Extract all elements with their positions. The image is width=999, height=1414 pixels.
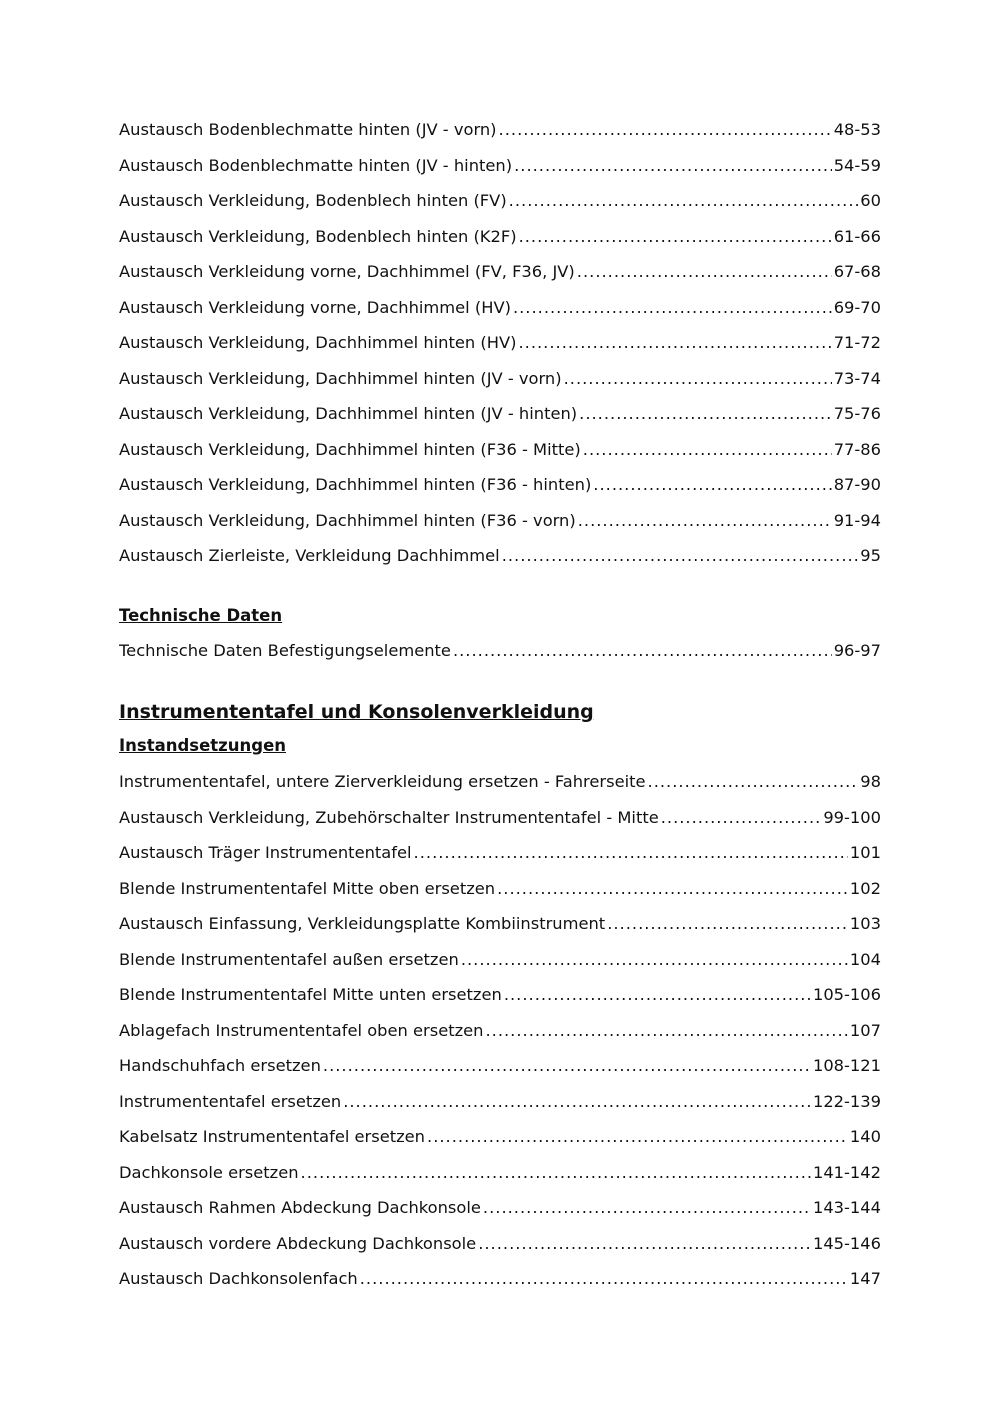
toc-entry-page: 96-97 [833, 640, 881, 660]
toc-entry-page: 77-86 [833, 439, 881, 459]
toc-entry-page: 105-106 [812, 985, 881, 1004]
toc-leader-dots [578, 503, 832, 539]
toc-entry-title: Austausch Träger Instrumententafel [119, 843, 412, 862]
toc-entry[interactable] [119, 1226, 881, 1262]
toc-leader-dots [485, 1013, 847, 1049]
toc-entry-title: Instrumententafel, untere Zierverkleidung ersetzen - Fahrerseite [119, 772, 646, 791]
toc-entry-title: Blende Instrumententafel Mitte unten ersetzen [119, 985, 502, 1004]
toc-entry-title: Austausch Verkleidung, Dachhimmel hinten (JV - hinten) [119, 404, 578, 423]
toc-entry[interactable] [119, 800, 881, 836]
toc-entry[interactable] [119, 1119, 881, 1155]
toc-leader-dots [343, 1084, 811, 1120]
toc-entry-page: 60 [860, 191, 881, 210]
toc-entry-title: Austausch Zierleiste, Verkleidung Dachhimmel [119, 546, 500, 565]
toc-entry-page: 95 [860, 546, 881, 565]
toc-entry-title: Blende Instrumententafel außen ersetzen [119, 949, 459, 969]
toc-entry[interactable] [119, 1084, 881, 1120]
toc-entry-title: Ablagefach Instrumententafel oben ersetzen [119, 1020, 484, 1040]
toc-entry-page: 99-100 [823, 807, 881, 827]
toc-entry-title: Austausch Bodenblechmatte hinten (JV - vorn) [119, 120, 497, 139]
toc-entry-page: 108-121 [812, 1056, 881, 1075]
toc-entry-page: 143-144 [812, 1198, 881, 1217]
toc-entry-title: Technische Daten Befestigungselemente [119, 640, 451, 660]
toc-entry-page: 98 [860, 772, 881, 791]
toc-entry-page: 91-94 [833, 510, 881, 530]
toc-entry[interactable] [119, 148, 881, 184]
toc-entry-page: 102 [849, 878, 881, 898]
toc-leader-dots [577, 254, 832, 290]
toc-leader-dots [497, 871, 848, 907]
toc-group-karosserie [119, 112, 881, 574]
toc-entry-title: Blende Instrumententafel Mitte oben ersetzen [119, 878, 496, 898]
toc-entry[interactable] [119, 325, 881, 361]
toc-entry[interactable] [119, 1013, 881, 1049]
toc-entry[interactable] [119, 633, 881, 669]
toc-leader-dots [564, 361, 832, 397]
toc-entry-title: Austausch Rahmen Abdeckung Dachkonsole [119, 1198, 481, 1217]
toc-entry-title: Austausch Verkleidung, Dachhimmel hinten (F36 - hinten) [119, 475, 592, 494]
toc-leader-dots [518, 325, 831, 361]
toc-entry-title: Austausch Verkleidung vorne, Dachhimmel (FV, F36, JV) [119, 262, 575, 281]
toc-entry[interactable] [119, 396, 881, 432]
toc-leader-dots [661, 800, 822, 836]
toc-entry-page: 75-76 [833, 404, 881, 423]
toc-entry-page: 101 [849, 843, 881, 862]
toc-leader-dots [301, 1155, 811, 1191]
toc-entry-page: 104 [849, 949, 881, 969]
toc-leader-dots [453, 633, 832, 669]
toc-leader-dots [360, 1261, 848, 1297]
toc-group-instandsetzungen [119, 764, 881, 1297]
toc-entry[interactable] [119, 835, 881, 871]
toc-entry-title: Austausch Verkleidung, Bodenblech hinten (FV) [119, 191, 507, 210]
toc-entry-page: 87-90 [833, 475, 881, 494]
toc-entry-title: Austausch Verkleidung, Dachhimmel hinten (F36 - vorn) [119, 510, 576, 530]
toc-entry[interactable] [119, 112, 881, 148]
toc-entry-page: 145-146 [812, 1233, 881, 1253]
toc-entry[interactable] [119, 254, 881, 290]
toc-entry[interactable] [119, 871, 881, 907]
section-heading-technische-daten: Technische Daten [119, 605, 283, 625]
toc-entry-title: Austausch Einfassung, Verkleidungsplatte Kombiinstrument [119, 914, 606, 933]
toc-entry-title: Austausch Dachkonsolenfach [119, 1269, 358, 1288]
toc-entry-title: Handschuhfach ersetzen [119, 1056, 321, 1075]
toc-entry-title: Austausch Verkleidung, Dachhimmel hinten (F36 - Mitte) [119, 439, 581, 459]
toc-leader-dots [504, 977, 811, 1013]
toc-leader-dots [478, 1226, 811, 1262]
toc-entry-page: 140 [849, 1127, 881, 1146]
toc-entry[interactable] [119, 538, 881, 574]
toc-entry-title: Austausch Verkleidung, Dachhimmel hinten (JV - vorn) [119, 368, 562, 388]
toc-leader-dots [414, 835, 848, 871]
toc-leader-dots [579, 396, 832, 432]
toc-entry[interactable] [119, 219, 881, 255]
toc-entry-title: Austausch Verkleidung, Zubehörschalter Instrumententafel - Mitte [119, 807, 659, 827]
toc-entry-title: Kabelsatz Instrumententafel ersetzen [119, 1127, 426, 1146]
toc-entry[interactable] [119, 977, 881, 1013]
toc-entry-page: 71-72 [833, 333, 881, 352]
toc-entry-page: 141-142 [812, 1162, 881, 1182]
toc-leader-dots [583, 432, 832, 468]
toc-entry[interactable] [119, 467, 881, 503]
toc-leader-dots [648, 764, 859, 800]
toc-entry[interactable] [119, 361, 881, 397]
toc-leader-dots [499, 112, 832, 148]
chapter-heading-instrumententafel: Instrumententafel und Konsolenverkleidung [119, 701, 594, 723]
toc-leader-dots [607, 906, 848, 942]
toc-entry[interactable] [119, 764, 881, 800]
toc-leader-dots [593, 467, 831, 503]
toc-page [119, 112, 881, 1297]
toc-entry-title: Dachkonsole ersetzen [119, 1162, 299, 1182]
toc-leader-dots [483, 1190, 811, 1226]
toc-entry-title: Austausch Verkleidung, Dachhimmel hinten (HV) [119, 333, 517, 352]
toc-leader-dots [427, 1119, 848, 1155]
toc-entry-page: 73-74 [833, 368, 881, 388]
toc-entry[interactable] [119, 1190, 881, 1226]
toc-entry[interactable] [119, 1261, 881, 1297]
toc-entry-title: Instrumententafel ersetzen [119, 1091, 342, 1111]
toc-entry[interactable] [119, 942, 881, 978]
toc-leader-dots [509, 183, 859, 219]
toc-entry[interactable] [119, 1048, 881, 1084]
toc-leader-dots [323, 1048, 811, 1084]
toc-entry[interactable] [119, 1155, 881, 1191]
toc-leader-dots [519, 219, 832, 255]
toc-entry[interactable] [119, 183, 881, 219]
toc-group-technische-daten [119, 633, 881, 669]
toc-entry-page: 122-139 [812, 1091, 881, 1111]
toc-entry-page: 107 [849, 1020, 881, 1040]
toc-entry-title: Austausch Bodenblechmatte hinten (JV - hinten) [119, 155, 513, 175]
toc-leader-dots [513, 290, 832, 326]
toc-entry[interactable] [119, 906, 881, 942]
toc-leader-dots [461, 942, 848, 978]
toc-entry[interactable] [119, 432, 881, 468]
section-heading-instandsetzungen: Instandsetzungen [119, 736, 287, 755]
toc-entry-page: 147 [849, 1269, 881, 1288]
toc-entry-page: 67-68 [833, 262, 881, 281]
toc-entry-title: Austausch Verkleidung, Bodenblech hinten (K2F) [119, 226, 517, 246]
toc-entry-title: Austausch Verkleidung vorne, Dachhimmel (HV) [119, 297, 511, 317]
toc-entry[interactable] [119, 290, 881, 326]
toc-entry-page: 103 [849, 914, 881, 933]
toc-entry-page: 69-70 [833, 297, 881, 317]
toc-entry[interactable] [119, 503, 881, 539]
toc-entry-page: 61-66 [833, 226, 881, 246]
toc-leader-dots [514, 148, 832, 184]
toc-entry-title: Austausch vordere Abdeckung Dachkonsole [119, 1233, 477, 1253]
toc-entry-page: 54-59 [833, 155, 881, 175]
toc-entry-page: 48-53 [833, 120, 881, 139]
toc-leader-dots [502, 538, 859, 574]
